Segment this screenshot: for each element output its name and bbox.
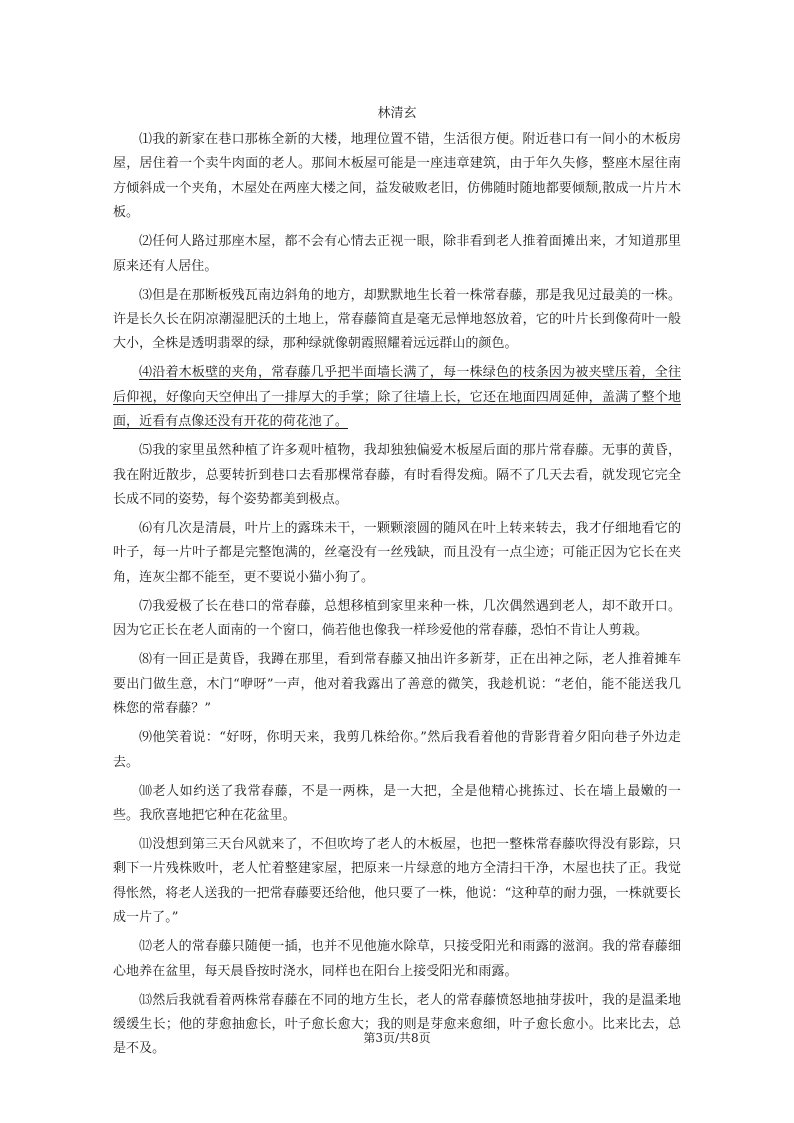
paragraph-text: ⑽老人如约送了我常春藤，不是一两株，是一大把，全是他精心挑拣过、长在墙上最嫩的一些。我欣喜地把它种在花盆里。 [113,783,681,823]
paragraph-8 [113,648,681,721]
paragraph-7 [113,595,681,644]
paragraph-1 [113,128,681,226]
paragraph-text: ⑿老人的常春藤只随便一插，也并不见他施水除草，只接受阳光和雨露的滋润。我的常春藤细心地养在盆里，每天晨昏按时浇水，同样也在阳台上接受阳光和雨露。 [113,939,681,979]
paragraph-text: ⑸我的家里虽然种植了许多观叶植物，我却独独偏爱木板屋后面的那片常春藤。无事的黄昏，我在附近散步，总要转折到巷口去看那棵常春藤，有时看得发痴。隔不了几天去看，就发现它完全长成不同的姿势，每个姿势都美到极点。 [113,443,681,508]
paragraph-text: ⑷沿着木板壁的夹角，常春藤几乎把半面墙长满了，每一株绿色的枝条因为被夹壁压着，全往后仰视，好像向天空伸出了一排厚大的手掌；除了往墙上长，它还在地面四周延伸，盖满了整个地面，近看有点像还没有开花的荷花池了。 [113,365,681,430]
paragraph-2 [113,230,681,279]
paragraph-4 [113,361,681,434]
paragraph-text: ⑵任何人路过那座木屋，都不会有心情去正视一眼，除非看到老人推着面摊出来，才知道那里原来还有人居住。 [113,234,681,274]
paragraph-text: ⑶但是在那断板残瓦南边斜角的地方，却默默地生长着一株常春藤，那是我见过最美的一株。许是长久长在阴凉潮湿肥沃的土地上，常春藤简直是毫无忌惮地怒放着，它的叶片长到像荷叶一般大小，全株是透明翡翠的绿，那种绿就像朝霞照耀着远远群山的颜色。 [113,287,681,352]
paragraph-10 [113,780,681,829]
paragraph-text: ⑾没想到第三天台风就来了，不但吹垮了老人的木板屋，也把一整株常春藤吹得没有影踪，只剩下一片残株败叶，老人忙着整建家屋，把原来一片绿意的地方全清扫干净，木屋也扶了正。我觉得怅然，将老人送我的一把常春藤要还给他，他只要了一株，他说：“这种草的耐力强，一株就要长成一片了。” [113,836,681,926]
paragraph-6 [113,517,681,590]
paragraph-text: ⒀然后我就看着两株常春藤在不同的地方生长，老人的常春藤愤怒地抽芽拔叶，我的是温柔地缓缓生长；他的芽愈抽愈长，叶子愈长愈大；我的则是芽愈来愈细，叶子愈长愈小。比来比去，总是不及。 [113,992,681,1057]
paragraph-text: ⑴我的新家在巷口那栋全新的大楼，地理位置不错，生活很方便。附近巷口有一间小的木板房屋，居住着一个卖牛肉面的老人。那间木板屋可能是一座违章建筑，由于年久失修，整座木屋往南方倾斜成一个夹角，木屋处在两座大楼之间，益发破败老旧，仿佛随时随地都要倾颓,散成一片片木板。 [113,132,681,221]
paragraph-12 [113,935,681,984]
paragraph-5 [113,439,681,512]
page-number: 第3页/共8页 [363,1031,431,1045]
paragraph-3 [113,284,681,357]
paragraph-text: ⑹有几次是清晨，叶片上的露珠未干，一颗颗滚圆的随风在叶上转来转去，我才仔细地看它的叶子，每一片叶子都是完整饱满的，丝毫没有一丝残缺，而且没有一点尘迹；可能正因为它长在夹角，连灰尘都不能至，更不要说小猫小狗了。 [113,521,681,585]
author-name: 林清玄 [377,106,417,121]
article-body [113,128,681,1066]
paragraph-text: ⑻有一回正是黄昏，我蹲在那里，看到常春藤又抽出许多新芽，正在出神之际，老人推着摊车要出门做生意，木门“咿呀”一声，他对着我露出了善意的微笑，我趁机说：“老伯，能不能送我几株您的常春藤？” [113,652,681,717]
paragraph-text: ⑼他笑着说：“好呀，你明天来，我剪几株给你。”然后我看着他的背影背着夕阳向巷子外边走去。 [113,730,681,770]
paragraph-9 [113,726,681,775]
paragraph-13 [113,989,681,1062]
paragraph-text: ⑺我爱极了长在巷口的常春藤，总想移植到家里来种一株，几次偶然遇到老人，却不敢开口。因为它正长在老人面南的一个窗口，倘若他也像我一样珍爱他的常春藤，恐怕不肯让人剪栽。 [113,598,681,639]
paragraph-11 [113,833,681,931]
